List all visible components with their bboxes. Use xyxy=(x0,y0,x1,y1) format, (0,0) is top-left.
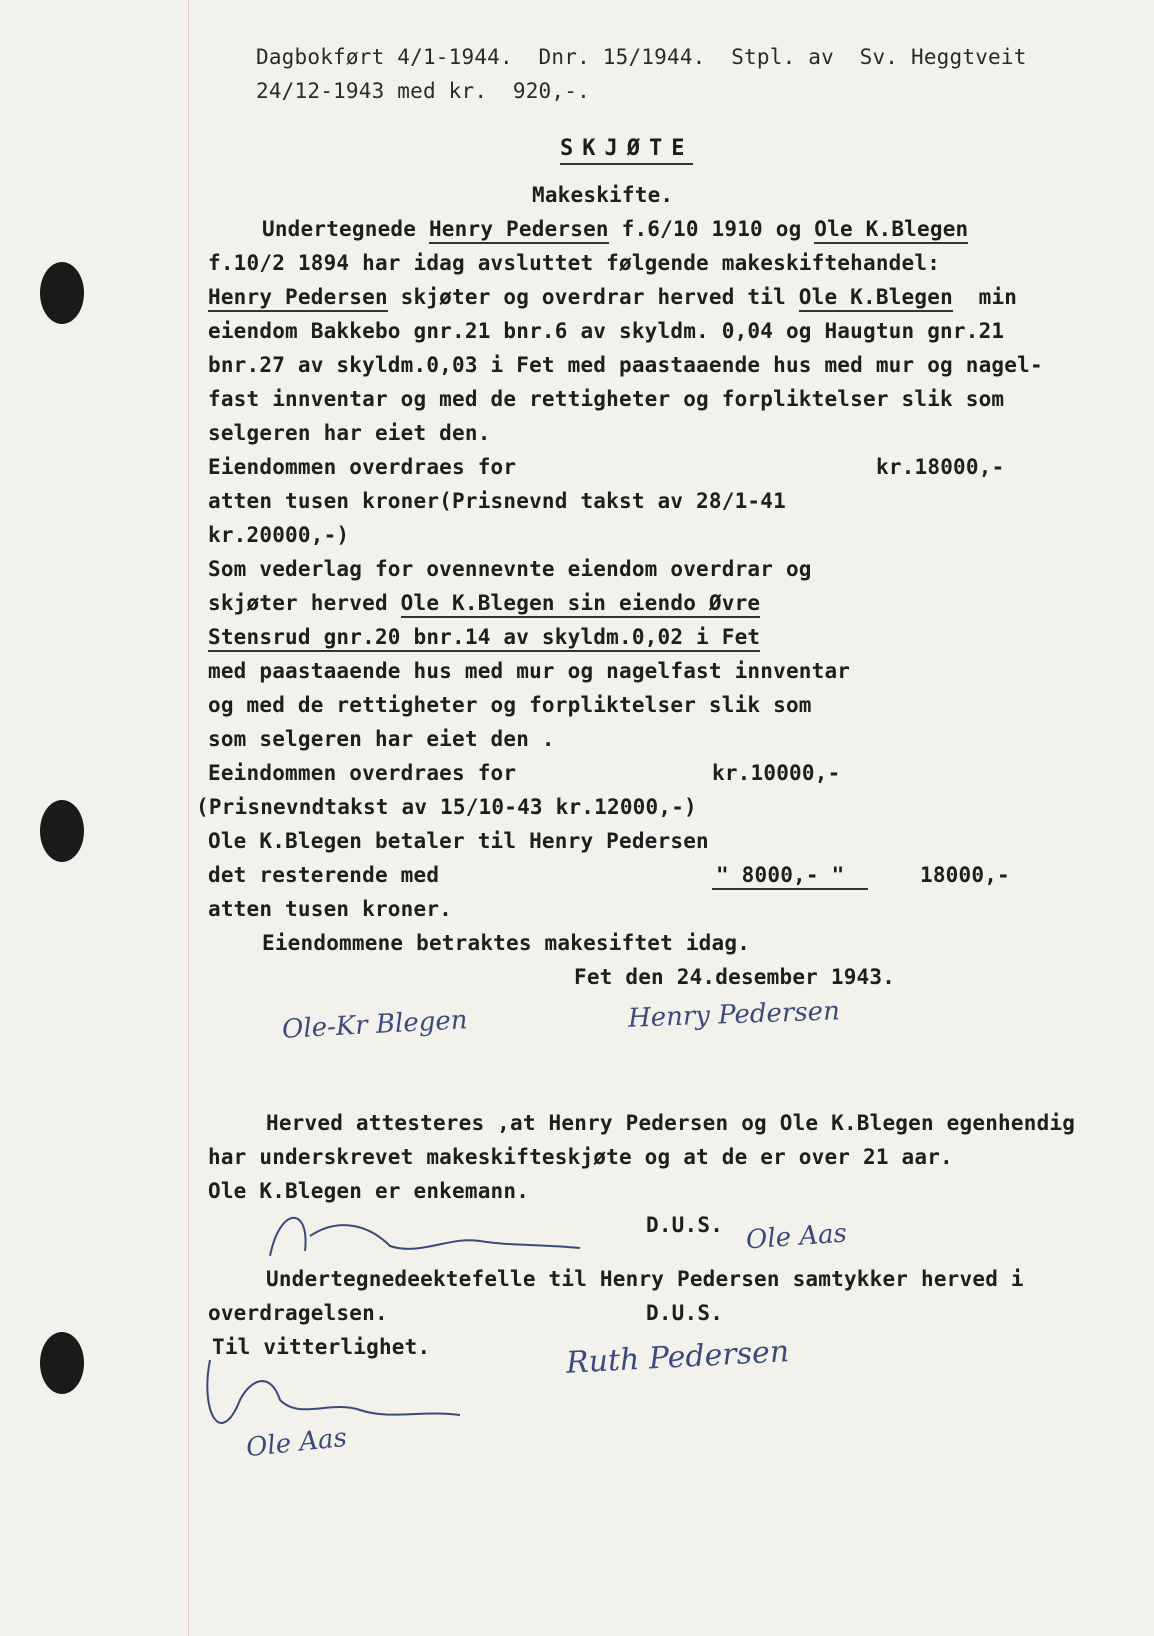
attest-line: har underskrevet makeskifteskjøte og at de er over 21 aar. xyxy=(208,1145,953,1169)
body-line: bnr.27 av skyldm.0,03 i Fet med paastaaende hus med mur og nagel- xyxy=(208,353,1043,377)
document-title: SKJØTE xyxy=(560,136,693,165)
body-line: f.10/2 1894 har idag avsluttet følgende makeskiftehandel: xyxy=(208,251,941,275)
signature-ruth-pedersen: Ruth Pedersen xyxy=(565,1334,790,1381)
body-line: Eiendommene betraktes makesiftet idag. xyxy=(262,931,751,955)
registration-line-1: Dagbokført 4/1-1944. Dnr. 15/1944. Stpl. av Sv. Heggtveit xyxy=(256,45,1027,69)
place-date: Fet den 24.desember 1943. xyxy=(574,965,896,989)
body-line: med paastaaende hus med mur og nagelfast innventar xyxy=(208,659,851,683)
body-line: skjøter herved Ole K.Blegen sin eiendo Øvre xyxy=(208,590,760,616)
dus-mark: D.U.S. xyxy=(646,1301,724,1325)
body-line: Som vederlag for ovennevnte eiendom overdrar og xyxy=(208,557,812,581)
body-line: Eiendommen overdraes for xyxy=(208,455,517,479)
party-name: Henry Pedersen xyxy=(208,285,388,312)
party-name: Ole K.Blegen xyxy=(814,217,968,244)
body-line: selgeren har eiet den. xyxy=(208,421,491,445)
body-line: og med de rettigheter og forpliktelser slik som xyxy=(208,693,812,717)
total-amount: 18000,- xyxy=(920,863,1010,887)
punch-hole xyxy=(40,800,84,862)
punch-hole xyxy=(40,1332,84,1394)
signature-henry-pedersen: Henry Pedersen xyxy=(627,996,841,1034)
body-line: eiendom Bakkebo gnr.21 bnr.6 av skyldm. 0,04 og Haugtun gnr.21 xyxy=(208,319,1005,343)
body-line: fast innventar og med de rettigheter og forpliktelser slik som xyxy=(208,387,1005,411)
body-line: som selgeren har eiet den . xyxy=(208,727,555,751)
document-subtitle: Makeskifte. xyxy=(532,183,674,207)
party-name: Ole K.Blegen xyxy=(799,285,953,312)
body-line: (Prisnevndtakst av 15/10-43 kr.12000,-) xyxy=(196,795,697,819)
witness-signature-scribble xyxy=(250,1196,620,1276)
body-line: atten tusen kroner. xyxy=(208,897,453,921)
attest-line: Ole K.Blegen er enkemann. xyxy=(208,1179,530,1203)
amount: kr.18000,- xyxy=(876,455,1005,479)
amount: kr.10000,- xyxy=(712,761,841,785)
party-name: Henry Pedersen xyxy=(429,217,609,244)
attest-line: Undertegnedeektefelle til Henry Pedersen samtykker herved i xyxy=(266,1267,1024,1291)
attest-line: overdragelsen. xyxy=(208,1301,388,1325)
body-line: kr.20000,-) xyxy=(208,523,350,547)
body-line: Eeindommen overdraes for xyxy=(208,761,517,785)
amount-underline xyxy=(712,888,868,890)
signature-witness: Ole Aas xyxy=(745,1218,848,1256)
amount: " 8000,- " xyxy=(716,863,845,887)
body-line: atten tusen kroner(Prisnevnd takst av 28/1-41 xyxy=(208,489,786,513)
attest-line: Til vitterlighet. xyxy=(212,1335,431,1359)
property-description: Stensrud gnr.20 bnr.14 av skyldm.0,02 i Fet xyxy=(208,625,760,652)
body-line: Undertegnede Henry Pedersen f.6/10 1910 og Ole K.Blegen xyxy=(262,216,968,242)
punch-hole xyxy=(40,262,84,324)
body-line xyxy=(208,624,760,650)
signature-ole-blegen: Ole-Kr Blegen xyxy=(281,1005,469,1045)
body-line: Henry Pedersen skjøter og overdrar herved til Ole K.Blegen min xyxy=(208,284,1017,310)
property-description: Ole K.Blegen sin eiendo Øvre xyxy=(401,591,761,618)
attest-line: Herved attesteres ,at Henry Pedersen og Ole K.Blegen egenhendig xyxy=(266,1111,1076,1135)
signature-witness: Ole Aas xyxy=(244,1422,349,1464)
body-line: Ole K.Blegen betaler til Henry Pedersen xyxy=(208,829,709,853)
registration-line-2: 24/12-1943 med kr. 920,-. xyxy=(256,79,590,103)
body-line: det resterende med xyxy=(208,863,440,887)
dus-mark: D.U.S. xyxy=(646,1213,724,1237)
